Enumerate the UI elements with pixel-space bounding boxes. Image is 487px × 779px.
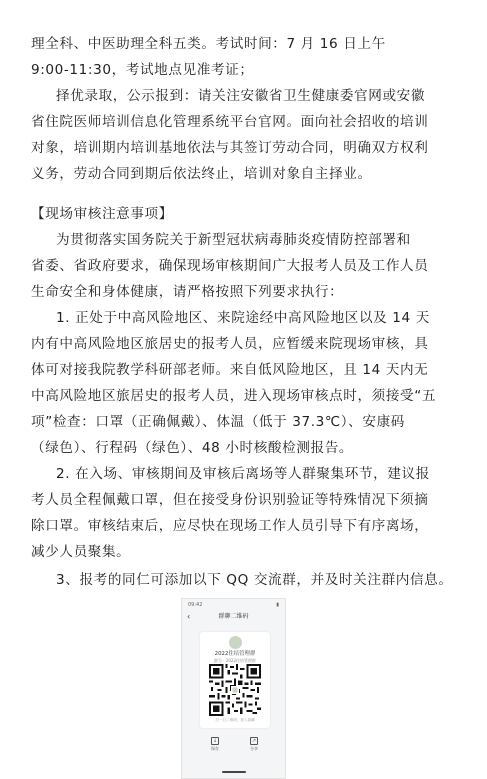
text-line: 9:00-11:30，考试地点见准考证； xyxy=(31,62,254,78)
group-subtitle: 群号 · 2022住培管理群 xyxy=(214,658,256,663)
back-icon: ‹ xyxy=(187,612,191,621)
nav-title: 群聊二维码 xyxy=(218,613,249,620)
share-button[interactable] xyxy=(247,737,261,752)
download-icon: ↓ xyxy=(212,738,218,744)
text-line: 理全科、中医助理全科五类。考试时间：7 月 16 日上午 xyxy=(31,36,386,52)
text-line: 考人员全程佩戴口罩，但在接受身份识别验证等特殊情况下须摘 xyxy=(31,492,429,508)
qr-code-icon xyxy=(209,664,261,716)
share-label: 分享 xyxy=(250,746,258,751)
text-line: 2. 在入场、审核期间及审核后离场等人群聚集环节，建议报 xyxy=(56,466,430,482)
text-line: 内有中高风险地区旅居史的报考人员，应暂缓来院现场审核，具 xyxy=(31,336,429,352)
text-line: 项”检查：口罩（正确佩戴）、体温（低于 37.3℃）、安康码 xyxy=(31,414,405,430)
qr-card xyxy=(200,632,270,728)
text-line: （绿色）、行程码（绿色）、48 小时核酸检测报告。 xyxy=(31,440,354,456)
group-name: 2022住培管理群 xyxy=(214,651,256,657)
text-line: 为贯彻落实国务院关于新型冠状病毒肺炎疫情防控部署和 xyxy=(56,232,411,248)
text-line: 3、报考的同仁可添加以下 QQ 交流群，并及时关注群内信息。 xyxy=(56,572,453,588)
text-line: 对象，培训期内培训基地依法与其签订劳动合同，明确双方权利 xyxy=(31,140,429,156)
status-time: 09:42 xyxy=(188,602,203,608)
text-line: 1. 正处于中高风险地区、来院途经中高风险地区以及 14 天 xyxy=(56,310,430,326)
text-line: 体可对接我院教学科研部老师。来自低风险地区，且 14 天内无 xyxy=(31,362,429,378)
share-icon: ↗ xyxy=(251,738,257,744)
battery-icon: ▮ xyxy=(276,602,279,608)
text-line: 除口罩。审核结束后，应尽快在现场工作人员引导下有序离场， xyxy=(31,518,429,534)
phone-nav-bar xyxy=(182,611,285,623)
save-button[interactable] xyxy=(208,737,222,752)
phone-status-bar xyxy=(188,602,279,610)
save-label: 保存 xyxy=(211,746,219,751)
qr-hint: 扫一扫二维码，加入群聊 xyxy=(215,718,255,722)
text-line: 省住院医师培训信息化管理系统平台官网。面向社会招收的培训 xyxy=(31,114,429,130)
text-line: 择优录取，公示报到：请关注安徽省卫生健康委官网或安徽 xyxy=(56,88,426,104)
text-line: 减少人员聚集。 xyxy=(31,544,131,560)
group-avatar xyxy=(229,636,242,649)
text-line: 中高风险地区旅居史的报考人员，进入现场审核点时，须接受“五 xyxy=(31,388,437,404)
text-line: 省委、省政府要求，确保现场审核期间广大报考人员及工作人员 xyxy=(31,258,429,274)
home-indicator xyxy=(222,771,246,773)
text-line: 生命安全和身体健康，请严格按照下列要求执行： xyxy=(31,284,344,300)
qr-screenshot xyxy=(181,598,286,779)
text-line: 义务，劳动合同到期后依法终止，培训对象自主择业。 xyxy=(31,166,372,182)
section-heading: 【现场审核注意事项】 xyxy=(31,206,173,222)
